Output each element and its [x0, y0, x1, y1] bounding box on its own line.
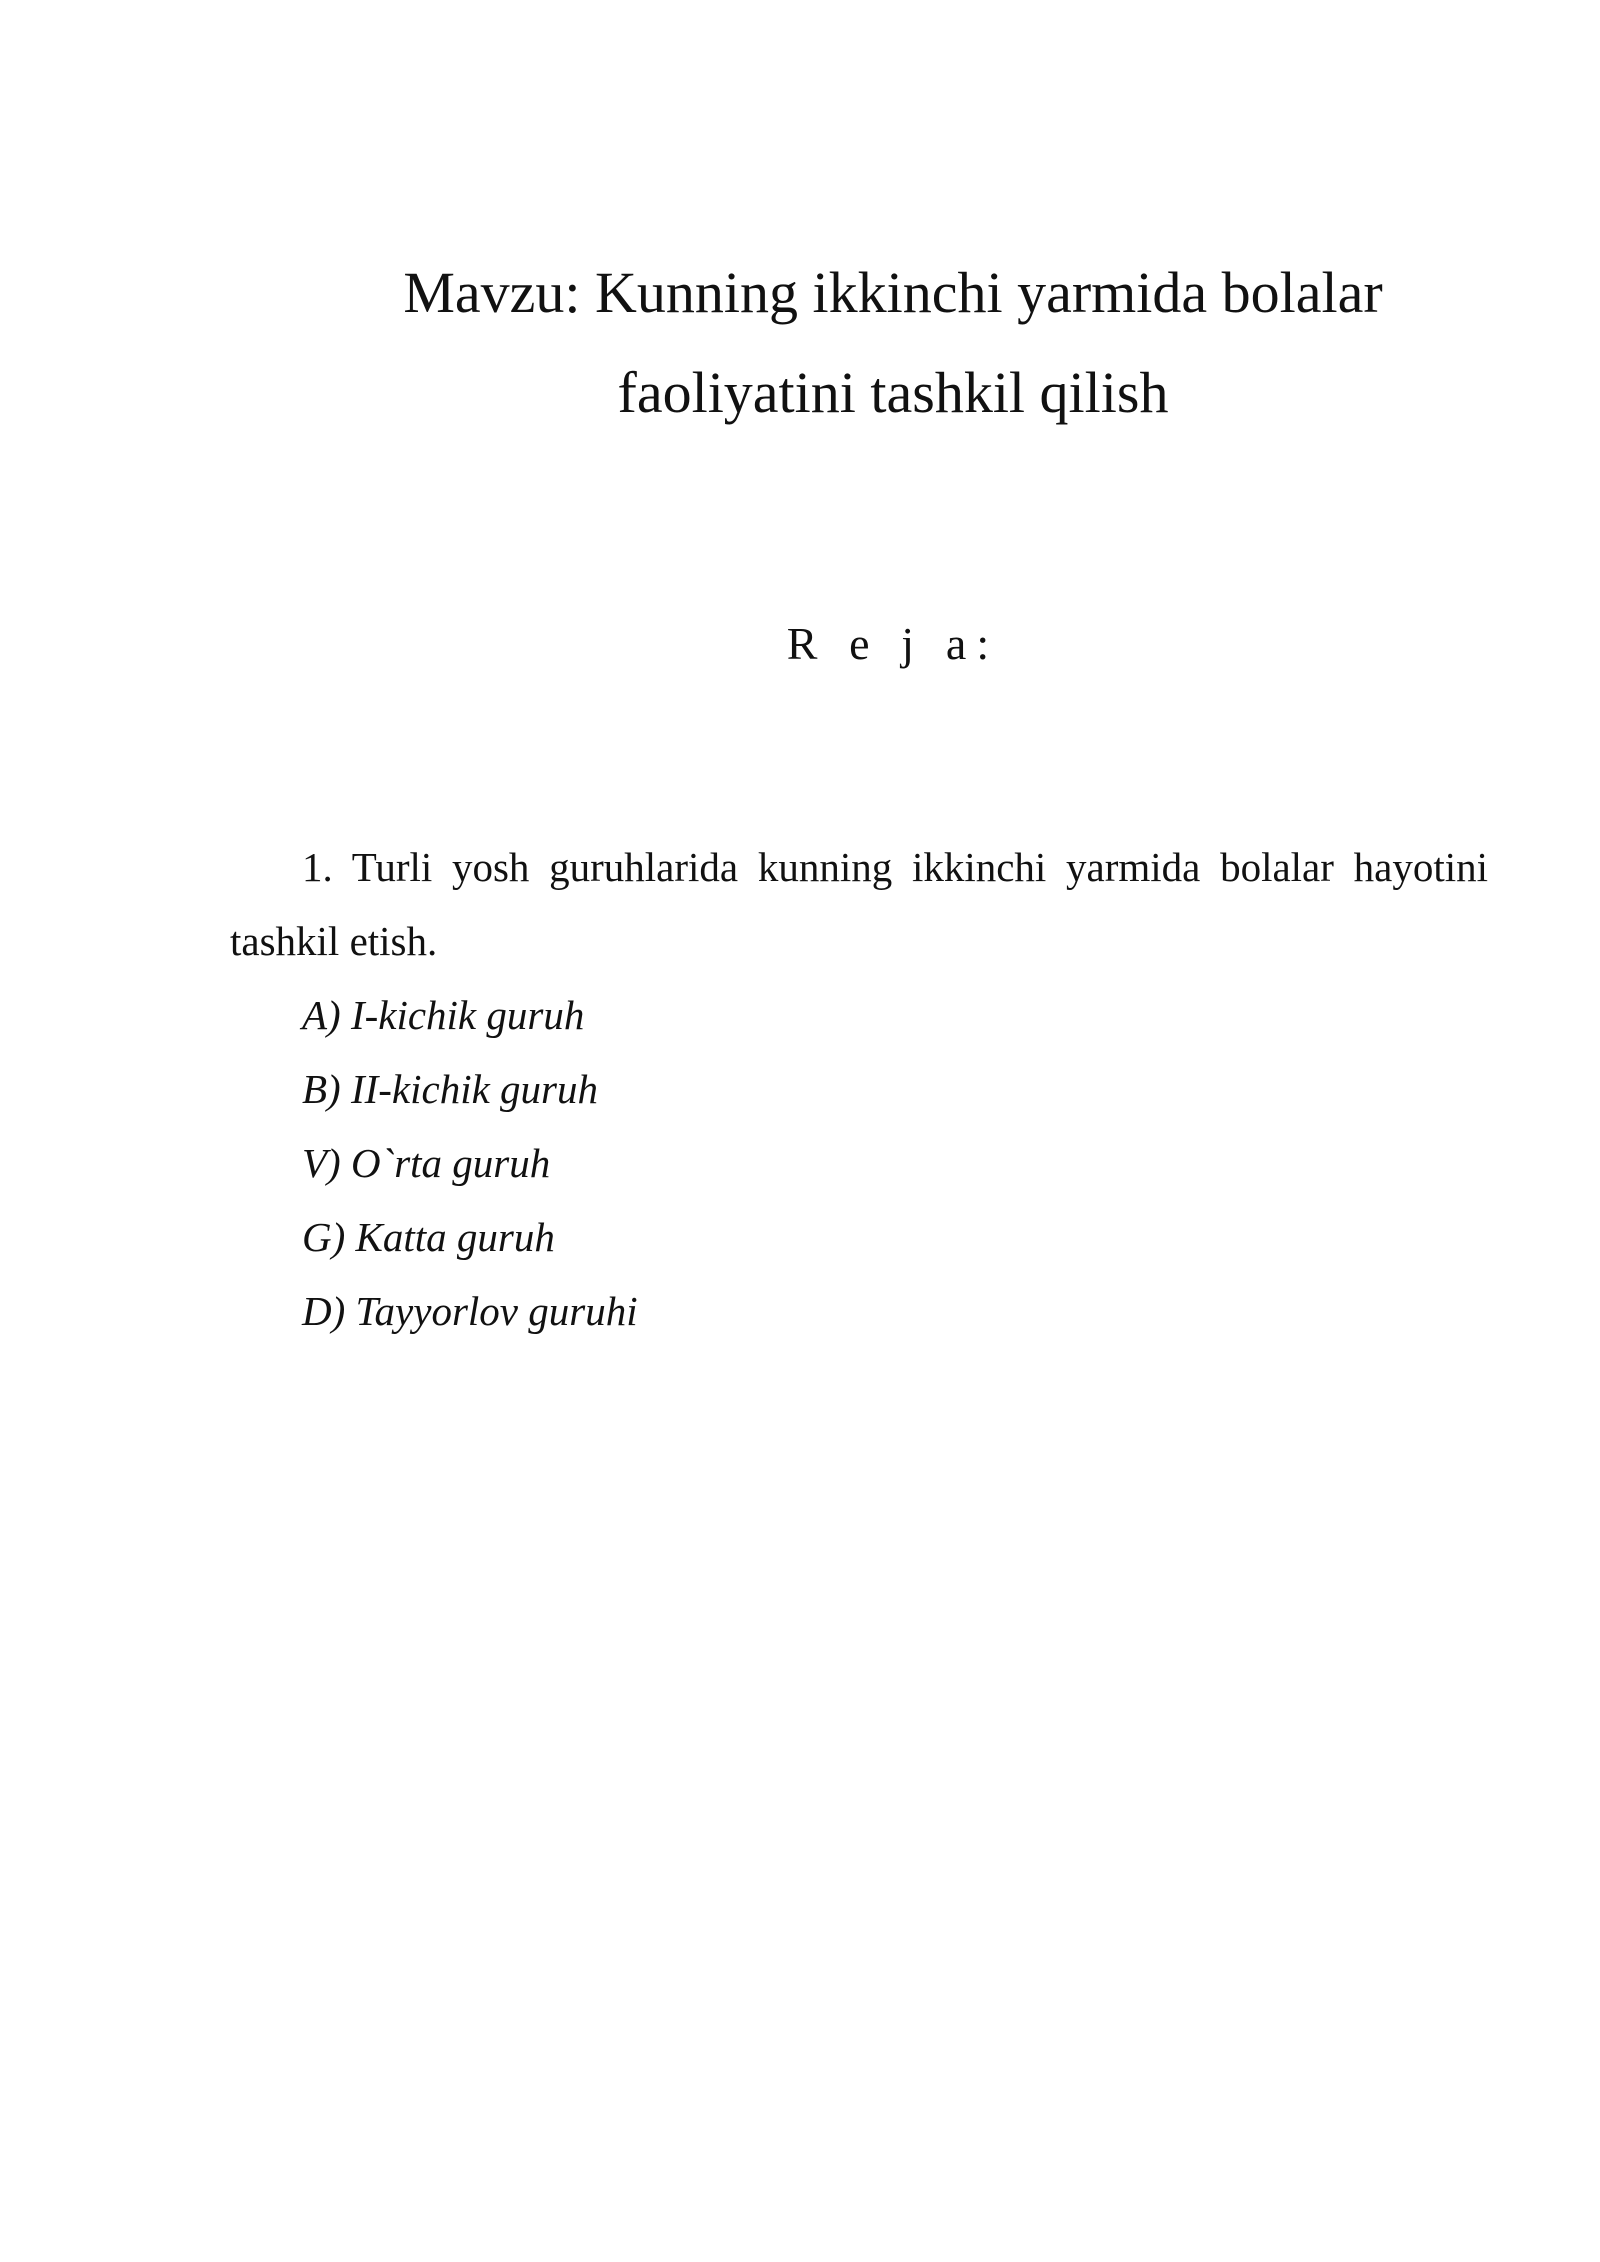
plan-item-1-line-1: 1. Turli yosh guruhlarida kunning ikkinchi yarmida bolalar hayotini [302, 844, 1488, 890]
sub-item-b: B) II-kichik guruh [302, 1066, 598, 1112]
plan-heading: R e j a: [786, 618, 1000, 669]
sub-item-a: A) I-kichik guruh [302, 992, 585, 1038]
sub-item-d: D) Tayyorlov guruhi [302, 1288, 638, 1334]
page-title-line-1: Mavzu: Kunning ikkinchi yarmida bolalar [403, 260, 1383, 325]
sub-item-v: V) O`rta guruh [302, 1140, 551, 1186]
sub-item-g: G) Katta guruh [302, 1214, 555, 1260]
page-title-line-2: faoliyatini tashkil qilish [617, 360, 1169, 425]
plan-item-1-line-2: tashkil etish. [230, 918, 438, 964]
